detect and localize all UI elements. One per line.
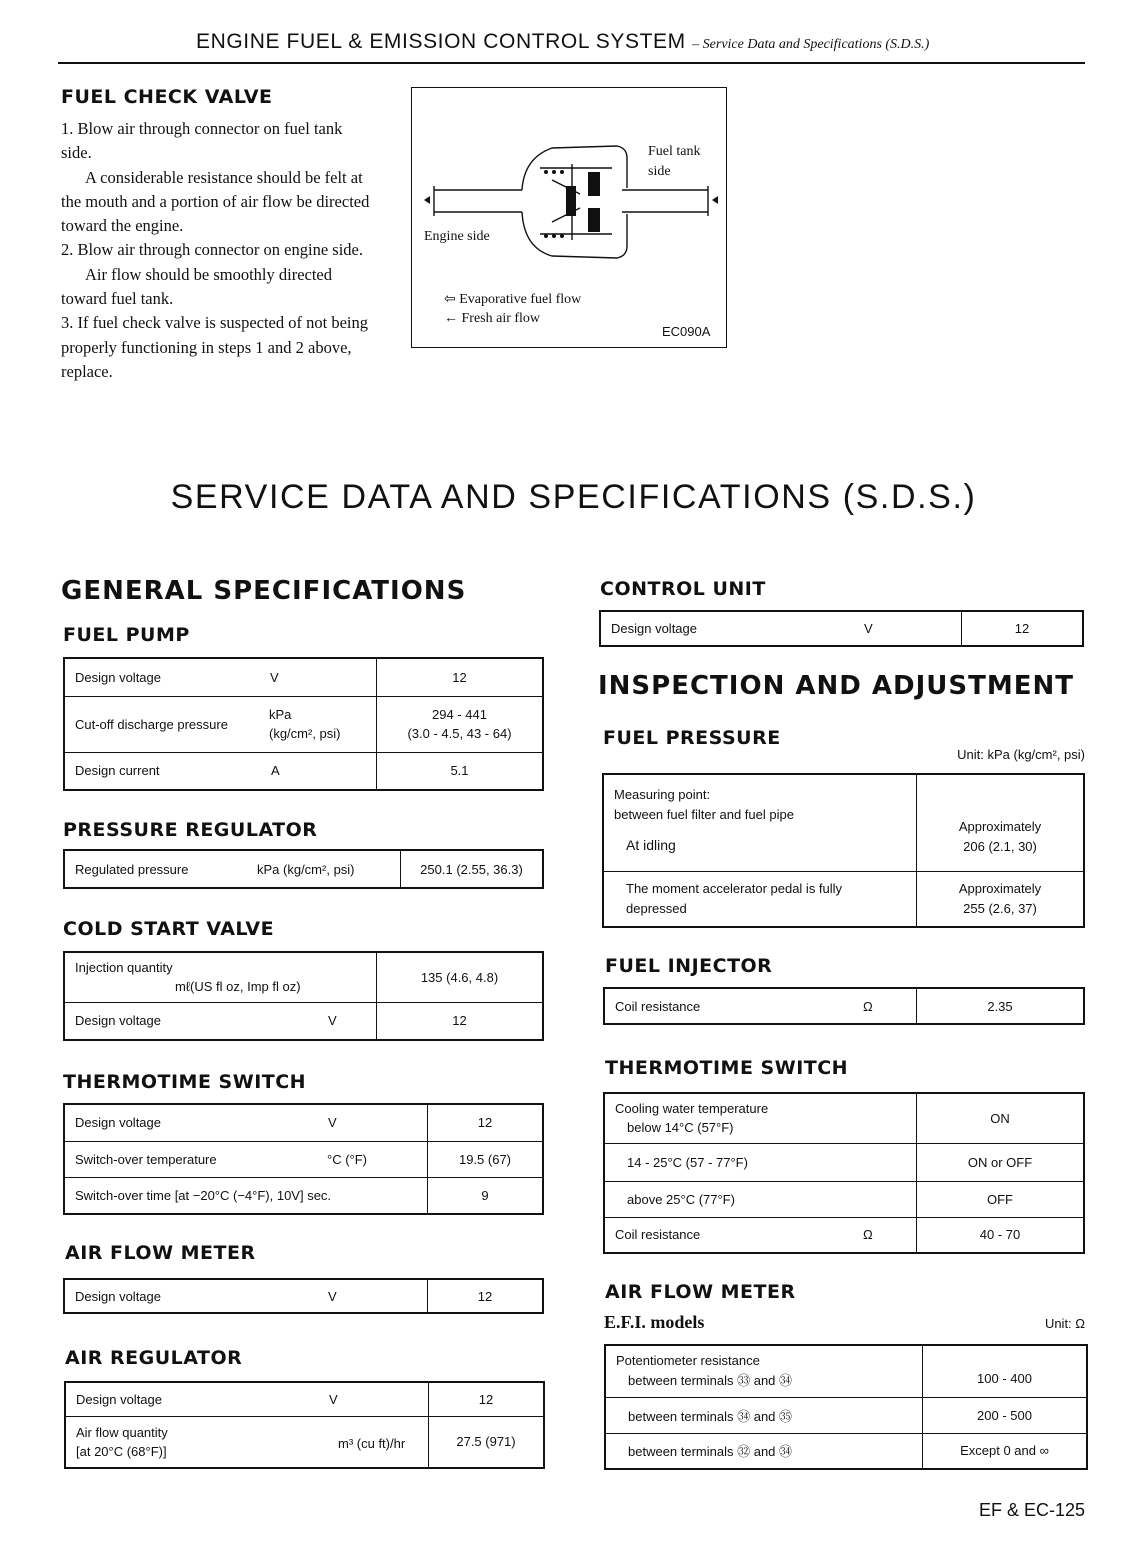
- fp-current-value: 5.1: [377, 752, 544, 790]
- fp-idle-value1: Approximately: [958, 818, 1042, 834]
- legend-fresh-air: ← Fresh air flow: [444, 311, 541, 326]
- tti-coil-label: Coil resistance: [615, 1227, 701, 1243]
- efi-models-subheading: E.F.I. models: [604, 1312, 705, 1332]
- pr-unit: kPa (kg/cm², psi): [257, 861, 355, 877]
- fp-accelerator-value2: 255 (2.6, 37): [963, 900, 1037, 916]
- fuel-pressure-unit-note: Unit: kPa (kg/cm², psi): [957, 747, 1085, 762]
- inspection-heading: INSPECTION AND ADJUSTMENT: [598, 671, 1074, 701]
- afmi-r2-label: between terminals ㉞ and ㉟: [605, 1397, 923, 1433]
- fp-current-label: Design current: [75, 763, 160, 779]
- afm-voltage-value: 12: [428, 1279, 544, 1313]
- ar-voltage-label: Design voltage: [76, 1391, 162, 1407]
- fp-cutoff-value1: 294 - 441: [432, 707, 487, 722]
- tt-voltage-unit: V: [328, 1115, 337, 1131]
- air-flow-meter-inspection-heading: AIR FLOW METER: [605, 1281, 796, 1303]
- cs-voltage-label: Design voltage: [75, 1013, 161, 1029]
- tt-switchover-temp-value: 19.5 (67): [428, 1141, 544, 1177]
- thermotime-table: [63, 1103, 544, 1215]
- fp-accelerator-label: The moment accelerator pedal is fully depressed: [603, 871, 917, 927]
- control-unit-heading: CONTROL UNIT: [600, 578, 766, 600]
- fp-current-unit: A: [271, 763, 280, 779]
- tti-coil-value: 40 - 70: [917, 1217, 1085, 1253]
- fi-coil-label: Coil resistance: [615, 998, 701, 1014]
- fi-coil-value: 2.35: [917, 988, 1085, 1024]
- fp-measuring-point: Measuring point:: [614, 787, 711, 802]
- cs-voltage-value: 12: [377, 1002, 544, 1040]
- cs-injection-value: 135 (4.6, 4.8): [377, 952, 544, 1002]
- page-number: EF & EC-125: [978, 1500, 1085, 1520]
- fp-voltage-label: Design voltage: [75, 669, 161, 685]
- air-flow-meter-heading: AIR FLOW METER: [65, 1242, 256, 1264]
- sds-title: SERVICE DATA AND SPECIFICATIONS (S.D.S.): [170, 478, 977, 516]
- afm-unit-note: Unit: Ω: [1044, 1316, 1085, 1331]
- tti-range-label: 14 - 25°C (57 - 77°F): [604, 1143, 917, 1181]
- header-rule: [58, 62, 1085, 64]
- tti-cooling-water: Cooling water temperature: [615, 1101, 769, 1117]
- afmi-r2-value: 200 - 500: [923, 1397, 1088, 1433]
- step-2-note: Air flow should be smoothly directed toward fuel tank.: [61, 264, 333, 309]
- ar-flow-unit: m³ (cu ft)/hr: [338, 1435, 406, 1451]
- fp-cutoff-value2: (3.0 - 4.5, 43 - 64): [407, 726, 512, 741]
- tti-above-value: OFF: [917, 1181, 1085, 1217]
- fp-cutoff-unit2: (kg/cm², psi): [269, 725, 341, 741]
- fuel-check-valve-text: [61, 117, 372, 384]
- tti-above-label: above 25°C (77°F): [604, 1181, 917, 1217]
- check-valve-drawing: [412, 88, 726, 347]
- fuel-pressure-heading: FUEL PRESSURE: [603, 727, 781, 749]
- running-header: [196, 30, 929, 54]
- label-fuel-tank: Fuel tank: [648, 144, 701, 159]
- tt-switchover-time-label: Switch-over time [at −20°C (−4°F), 10V] sec.: [64, 1177, 428, 1214]
- afmi-r1-value: 100 - 400: [923, 1345, 1088, 1397]
- fp-idle-label: At idling: [626, 837, 676, 853]
- fuel-injector-table: [603, 987, 1085, 1025]
- tt-voltage-value: 12: [428, 1104, 544, 1141]
- cs-injection-unit: mℓ(US fl oz, Imp fl oz): [175, 979, 301, 995]
- ar-flow-condition: [at 20°C (68°F)]: [76, 1443, 167, 1459]
- fuel-check-valve-heading: FUEL CHECK VALVE: [61, 86, 273, 108]
- cold-start-table: [63, 951, 544, 1041]
- afm-voltage-label: Design voltage: [75, 1288, 161, 1304]
- fp-voltage-unit: V: [270, 669, 279, 685]
- step-1-note: A considerable resistance should be felt at the mouth and a portion of air flow be directed toward the engine.: [61, 167, 370, 236]
- tti-range-value: ON or OFF: [917, 1143, 1085, 1181]
- cu-voltage-unit: V: [864, 621, 873, 636]
- header-subtitle: – Service Data and Specifications (S.D.S.): [692, 37, 930, 52]
- fuel-pump-table: [63, 657, 544, 791]
- pressure-regulator-table: [63, 849, 544, 889]
- fp-voltage-value: 12: [377, 658, 544, 696]
- fuel-injector-heading: FUEL INJECTOR: [605, 955, 773, 977]
- legend-evaporative: ⇦ Evaporative fuel flow: [444, 292, 582, 307]
- fp-cutoff-label: Cut-off discharge pressure: [75, 716, 228, 732]
- afm-voltage-unit: V: [328, 1288, 337, 1304]
- cold-start-heading: COLD START VALVE: [63, 918, 275, 940]
- cu-voltage-value: 12: [962, 611, 1084, 646]
- general-specs-heading: GENERAL SPECIFICATIONS: [61, 576, 467, 606]
- air-regulator-heading: AIR REGULATOR: [65, 1347, 243, 1369]
- ar-flow-label: Air flow quantity: [76, 1424, 168, 1440]
- cs-voltage-unit: V: [328, 1013, 337, 1029]
- air-flow-meter-inspection-table: [604, 1344, 1088, 1470]
- tti-coil-unit: Ω: [863, 1227, 873, 1243]
- tti-below-label: below 14°C (57°F): [627, 1120, 734, 1136]
- fuel-pump-heading: FUEL PUMP: [63, 624, 190, 646]
- tti-below-value: ON: [917, 1093, 1085, 1143]
- fuel-check-valve-figure: [411, 87, 727, 348]
- cs-injection-label: Injection quantity: [75, 960, 173, 976]
- fi-coil-unit: Ω: [863, 998, 873, 1014]
- tt-switchover-time-value: 9: [428, 1177, 544, 1214]
- afmi-r3-value: Except 0 and ∞: [923, 1433, 1088, 1469]
- fp-idle-value2: 206 (2.1, 30): [963, 838, 1037, 854]
- label-engine-side: Engine side: [424, 229, 490, 244]
- ar-voltage-value: 12: [429, 1382, 545, 1416]
- afmi-r3-label: between terminals ㉜ and ㉞: [605, 1433, 923, 1469]
- afmi-potentiometer: Potentiometer resistance: [616, 1353, 760, 1369]
- thermotime-inspection-table: [603, 1092, 1085, 1254]
- step-1: 1. Blow air through connector on fuel tank side.: [61, 119, 343, 163]
- step-2: 2. Blow air through connector on engine side.: [61, 240, 363, 260]
- fp-measuring-location: between fuel filter and fuel pipe: [614, 807, 794, 822]
- ar-voltage-unit: V: [329, 1391, 338, 1407]
- air-regulator-table: [64, 1381, 545, 1469]
- thermotime-heading: THERMOTIME SWITCH: [63, 1071, 307, 1093]
- thermotime-inspection-heading: THERMOTIME SWITCH: [605, 1057, 849, 1079]
- cu-voltage-label: Design voltage: [611, 621, 697, 636]
- tt-voltage-label: Design voltage: [75, 1115, 161, 1131]
- tt-switchover-temp-label: Switch-over temperature: [75, 1151, 217, 1167]
- fuel-pressure-table: [602, 773, 1085, 928]
- pressure-regulator-heading: PRESSURE REGULATOR: [63, 819, 318, 841]
- afmi-r1-label: between terminals ㉝ and ㉞: [628, 1373, 793, 1389]
- step-3: 3. If fuel check valve is suspected of not being properly functioning in steps 1 and 2 above, replace.: [61, 313, 368, 381]
- pr-value: 250.1 (2.55, 36.3): [401, 850, 544, 888]
- label-fuel-tank-side: side: [648, 164, 671, 179]
- tt-switchover-temp-unit: °C (°F): [327, 1151, 367, 1167]
- fp-accelerator-value1: Approximately: [958, 880, 1042, 896]
- figure-code: EC090A: [662, 324, 711, 339]
- header-title: ENGINE FUEL & EMISSION CONTROL SYSTEM: [196, 30, 686, 53]
- air-flow-meter-table: [63, 1278, 544, 1314]
- control-unit-table: [599, 610, 1084, 647]
- fp-cutoff-unit1: kPa: [269, 706, 292, 722]
- pr-label: Regulated pressure: [75, 861, 189, 877]
- ar-flow-value: 27.5 (971): [429, 1416, 545, 1468]
